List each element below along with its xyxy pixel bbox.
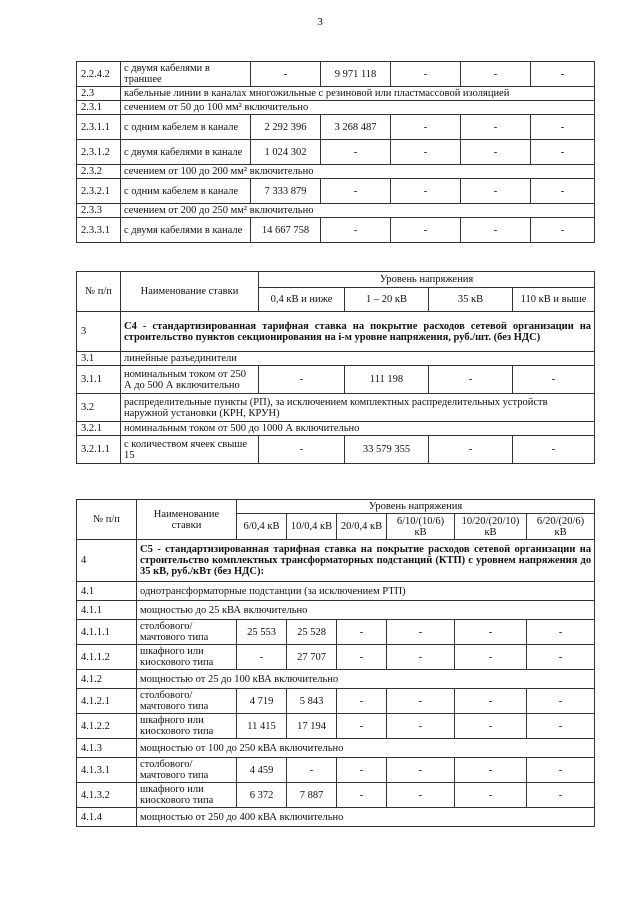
cable-lines-table bbox=[76, 61, 595, 243]
rate-name: с двумя кабелями в канале bbox=[121, 218, 251, 243]
rate-value: - bbox=[251, 62, 321, 87]
table-row bbox=[77, 179, 595, 204]
header-voltage: Уровень напряжения bbox=[259, 272, 595, 288]
rate-value: - bbox=[259, 436, 345, 464]
section-row bbox=[77, 601, 595, 620]
header-col: 110 кВ и выше bbox=[513, 288, 595, 312]
rate-value: - bbox=[455, 645, 527, 670]
section-row bbox=[77, 808, 595, 827]
section-row bbox=[77, 87, 595, 101]
rate-value: - bbox=[337, 783, 387, 808]
row-num: 4.1.3.2 bbox=[77, 783, 137, 808]
header-col: 6/20/(20/6) кВ bbox=[527, 514, 595, 540]
rate-value: - bbox=[455, 714, 527, 739]
rate-value: 25 553 bbox=[237, 620, 287, 645]
rate-value: - bbox=[527, 645, 595, 670]
section-title: мощностью до 25 кВА включительно bbox=[137, 601, 595, 620]
rate-value: - bbox=[321, 218, 391, 243]
row-num: 3 bbox=[77, 312, 121, 352]
rate-name: с количеством ячеек свыше 15 bbox=[121, 436, 259, 464]
rate-name: номинальным током от 250 А до 500 А включительно bbox=[121, 366, 259, 394]
rate-value: 3 268 487 bbox=[321, 115, 391, 140]
header-col: 6/10/(10/6) кВ bbox=[387, 514, 455, 540]
rate-value: - bbox=[455, 783, 527, 808]
rate-value: 4 459 bbox=[237, 758, 287, 783]
section-row bbox=[77, 352, 595, 366]
section-title: мощностью от 25 до 100 кВА включительно bbox=[137, 670, 595, 689]
rate-value: - bbox=[461, 140, 531, 165]
row-num: 4.1.2 bbox=[77, 670, 137, 689]
rate-value: - bbox=[391, 140, 461, 165]
rate-value: 7 887 bbox=[287, 783, 337, 808]
rate-value: - bbox=[387, 689, 455, 714]
row-num: 2.3.1.2 bbox=[77, 140, 121, 165]
section-title: кабельные линии в каналах многожильные с резиновой или пластмассовой изоляцией bbox=[121, 87, 595, 101]
row-num: 2.3.1 bbox=[77, 101, 121, 115]
rate-value: - bbox=[321, 179, 391, 204]
transformer-substations-table bbox=[76, 499, 595, 827]
rate-name: шкафного или киоскового типа bbox=[137, 645, 237, 670]
header-col: 0,4 кВ и ниже bbox=[259, 288, 345, 312]
section-row bbox=[77, 670, 595, 689]
rate-value: - bbox=[387, 714, 455, 739]
table-row bbox=[77, 62, 595, 87]
section-title: линейные разъединители bbox=[121, 352, 595, 366]
rate-value: 9 971 118 bbox=[321, 62, 391, 87]
row-num: 4.1.1.1 bbox=[77, 620, 137, 645]
rate-value: - bbox=[455, 689, 527, 714]
row-num: 4.1.2.2 bbox=[77, 714, 137, 739]
rate-value: - bbox=[391, 218, 461, 243]
section-row bbox=[77, 739, 595, 758]
header-name: Наименование ставки bbox=[137, 500, 237, 540]
rate-value: - bbox=[391, 115, 461, 140]
header-voltage: Уровень напряжения bbox=[237, 500, 595, 514]
rate-value: - bbox=[387, 645, 455, 670]
rate-value: 2 292 396 bbox=[251, 115, 321, 140]
section-row bbox=[77, 422, 595, 436]
rate-value: - bbox=[429, 366, 513, 394]
rate-value: - bbox=[513, 436, 595, 464]
row-num: 2.2.4.2 bbox=[77, 62, 121, 87]
section-row bbox=[77, 394, 595, 422]
rate-value: - bbox=[387, 758, 455, 783]
rate-name: шкафного или киоскового типа bbox=[137, 783, 237, 808]
rate-value: 14 667 758 bbox=[251, 218, 321, 243]
rate-value: - bbox=[337, 758, 387, 783]
rate-value: 27 707 bbox=[287, 645, 337, 670]
row-num: 4.1.1.2 bbox=[77, 645, 137, 670]
rate-value: - bbox=[337, 714, 387, 739]
rate-value: 11 415 bbox=[237, 714, 287, 739]
page-number: 3 bbox=[317, 16, 323, 28]
table-row bbox=[77, 689, 595, 714]
rate-value: - bbox=[461, 179, 531, 204]
rate-value: - bbox=[527, 758, 595, 783]
table-row bbox=[77, 140, 595, 165]
table-row bbox=[77, 645, 595, 670]
rate-name: с одним кабелем в канале bbox=[121, 115, 251, 140]
rate-value: - bbox=[391, 62, 461, 87]
c5-rate-title: С5 - стандартизированная тарифная ставка на покрытие расходов сетевой организации на строительство комплектных трансформаторных подстанций (КТП) с уровнем напряжения до 35 кВ, руб./кВт (без НДС): bbox=[137, 540, 595, 582]
row-num: 3.1 bbox=[77, 352, 121, 366]
rate-value: - bbox=[531, 62, 595, 87]
header-num: № п/п bbox=[77, 272, 121, 312]
row-num: 4 bbox=[77, 540, 137, 582]
rate-value: - bbox=[455, 620, 527, 645]
row-num: 2.3 bbox=[77, 87, 121, 101]
rate-value: - bbox=[287, 758, 337, 783]
rate-name: столбового/ мачтового типа bbox=[137, 758, 237, 783]
rate-value: - bbox=[321, 140, 391, 165]
rate-value: 7 333 879 bbox=[251, 179, 321, 204]
row-num: 4.1.4 bbox=[77, 808, 137, 827]
section-title: мощностью от 100 до 250 кВА включительно bbox=[137, 739, 595, 758]
rate-value: - bbox=[527, 783, 595, 808]
rate-value: 4 719 bbox=[237, 689, 287, 714]
rate-name: шкафного или киоскового типа bbox=[137, 714, 237, 739]
header-col: 6/0,4 кВ bbox=[237, 514, 287, 540]
section-title: сечением от 100 до 200 мм² включительно bbox=[121, 165, 595, 179]
rate-value: - bbox=[531, 140, 595, 165]
rate-value: - bbox=[337, 645, 387, 670]
rate-name: с двумя кабелями в траншее bbox=[121, 62, 251, 87]
rate-value: - bbox=[387, 620, 455, 645]
header-col: 10/0,4 кВ bbox=[287, 514, 337, 540]
row-num: 3.2.1.1 bbox=[77, 436, 121, 464]
header-col: 20/0,4 кВ bbox=[337, 514, 387, 540]
table-row bbox=[77, 115, 595, 140]
row-num: 2.3.2 bbox=[77, 165, 121, 179]
table-row bbox=[77, 436, 595, 464]
section-row bbox=[77, 165, 595, 179]
table-row bbox=[77, 218, 595, 243]
row-num: 2.3.3 bbox=[77, 204, 121, 218]
row-num: 2.3.1.1 bbox=[77, 115, 121, 140]
rate-value: - bbox=[527, 689, 595, 714]
table-row bbox=[77, 366, 595, 394]
rate-value: - bbox=[461, 115, 531, 140]
section-row bbox=[77, 101, 595, 115]
rate-value: 111 198 bbox=[345, 366, 429, 394]
rate-value: 6 372 bbox=[237, 783, 287, 808]
section-title: сечением от 50 до 100 мм² включительно bbox=[121, 101, 595, 115]
rate-value: - bbox=[337, 689, 387, 714]
rate-value: - bbox=[461, 218, 531, 243]
header-col: 10/20/(20/10) кВ bbox=[455, 514, 527, 540]
section-title: номинальным током от 500 до 1000 А включительно bbox=[121, 422, 595, 436]
rate-name: столбового/ мачтового типа bbox=[137, 689, 237, 714]
row-num: 3.2.1 bbox=[77, 422, 121, 436]
rate-value: - bbox=[531, 218, 595, 243]
table-row bbox=[77, 783, 595, 808]
section-row bbox=[77, 582, 595, 601]
header-name: Наименование ставки bbox=[121, 272, 259, 312]
rate-value: 17 194 bbox=[287, 714, 337, 739]
table-row bbox=[77, 758, 595, 783]
row-num: 2.3.3.1 bbox=[77, 218, 121, 243]
row-num: 3.1.1 bbox=[77, 366, 121, 394]
rate-value: - bbox=[513, 366, 595, 394]
table-row bbox=[77, 714, 595, 739]
section-row bbox=[77, 204, 595, 218]
rate-value: - bbox=[391, 179, 461, 204]
row-num: 4.1.3 bbox=[77, 739, 137, 758]
section-title: однотрансформаторные подстанции (за исключением РТП) bbox=[137, 582, 595, 601]
rate-name: с двумя кабелями в канале bbox=[121, 140, 251, 165]
rate-value: 5 843 bbox=[287, 689, 337, 714]
section-title: сечением от 200 до 250 мм² включительно bbox=[121, 204, 595, 218]
rate-value: - bbox=[429, 436, 513, 464]
header-col: 35 кВ bbox=[429, 288, 513, 312]
rate-value: 25 528 bbox=[287, 620, 337, 645]
rate-value: - bbox=[527, 714, 595, 739]
row-num: 4.1.3.1 bbox=[77, 758, 137, 783]
header-num: № п/п bbox=[77, 500, 137, 540]
rate-value: - bbox=[237, 645, 287, 670]
rate-value: - bbox=[387, 783, 455, 808]
rate-value: - bbox=[531, 179, 595, 204]
rate-name: с одним кабелем в канале bbox=[121, 179, 251, 204]
section-title: мощностью от 250 до 400 кВА включительно bbox=[137, 808, 595, 827]
rate-value: - bbox=[531, 115, 595, 140]
rate-value: - bbox=[461, 62, 531, 87]
rate-name: столбового/ мачтового типа bbox=[137, 620, 237, 645]
sectioning-points-table bbox=[76, 271, 595, 464]
row-num: 4.1.2.1 bbox=[77, 689, 137, 714]
section-title: распределительные пункты (РП), за исключением комплектных распределительных устройств наружной установки (КРН, КРУН) bbox=[121, 394, 595, 422]
rate-value: - bbox=[337, 620, 387, 645]
table-row bbox=[77, 620, 595, 645]
rate-value: - bbox=[259, 366, 345, 394]
row-num: 3.2 bbox=[77, 394, 121, 422]
row-num: 4.1 bbox=[77, 582, 137, 601]
row-num: 2.3.2.1 bbox=[77, 179, 121, 204]
rate-value: 1 024 302 bbox=[251, 140, 321, 165]
rate-value: - bbox=[527, 620, 595, 645]
header-col: 1 – 20 кВ bbox=[345, 288, 429, 312]
rate-value: - bbox=[455, 758, 527, 783]
rate-value: 33 579 355 bbox=[345, 436, 429, 464]
row-num: 4.1.1 bbox=[77, 601, 137, 620]
c4-rate-title: С4 - стандартизированная тарифная ставка на покрытие расходов сетевой организации на строительство пунктов секционирования на i-м уровне напряжения, руб./шт. (без НДС) bbox=[121, 312, 595, 352]
